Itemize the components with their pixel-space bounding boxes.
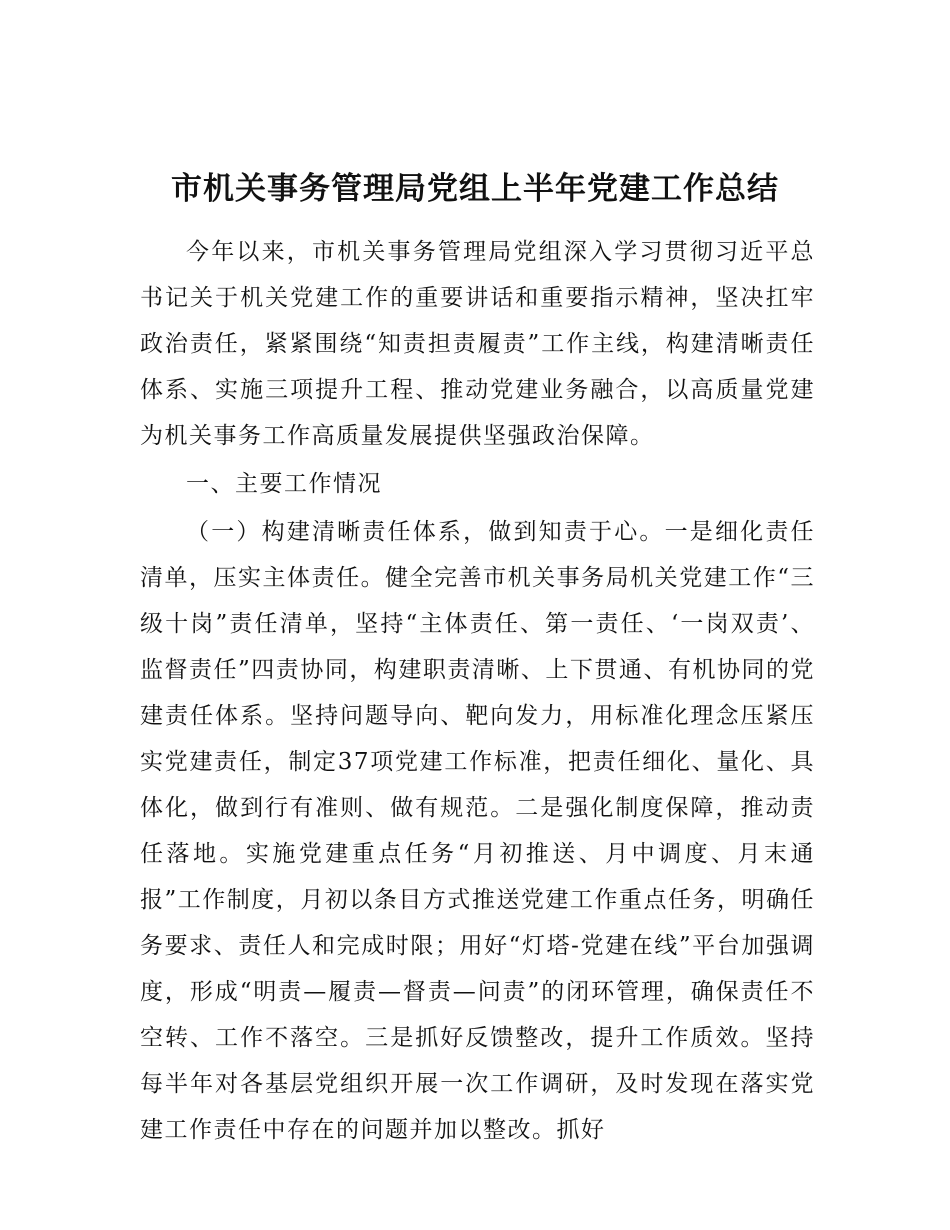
document-title: 市机关事务管理局党组上半年党建工作总结 <box>171 171 779 207</box>
section-paragraph: （一）构建清晰责任体系，做到知责于心。一是细化责任清单，压实主体责任。健全完善市机关事务局机关党建工作“三级十岗”责任清单，坚持“主体责任、第一责任、‘一岗双责’、监督责任”四责协同，构建职责清晰、上下贯通、有机协同的党建责任体系。坚持问题导向、靶向发力，用标准化理念压紧压实党建责任，制定37项党建工作标准，把责任细化、量化、具体化，做到行有准则、做有规范。二是强化制度保障，推动责任落地。实施党建重点任务“月初推送、月中调度、月末通报”工作制度，月初以条目方式推送党建工作重点任务，明确任务要求、责任人和完成时限；用好“灯塔-党建在线”平台加强调度，形成“明责—履责—督责—问责”的闭环管理，确保责任不空转、工作不落空。三是抓好反馈整改，提升工作质效。坚持每半年对各基层党组织开展一次工作调研，及时发现在落实党建工作责任中存在的问题并加以整改。抓好 <box>140 519 815 1143</box>
section-heading: 一、主要工作情况 <box>186 471 382 497</box>
intro-paragraph: 今年以来，市机关事务管理局党组深入学习贯彻习近平总书记关于机关党建工作的重要讲话和重要指示精神，坚决扛牢政治责任，紧紧围绕“知责担责履责”工作主线，构建清晰责任体系、实施三项提升工程、推动党建业务融合，以高质量党建为机关事务工作高质量发展提供坚强政治保障。 <box>140 239 815 449</box>
document-body <box>140 229 815 1153</box>
